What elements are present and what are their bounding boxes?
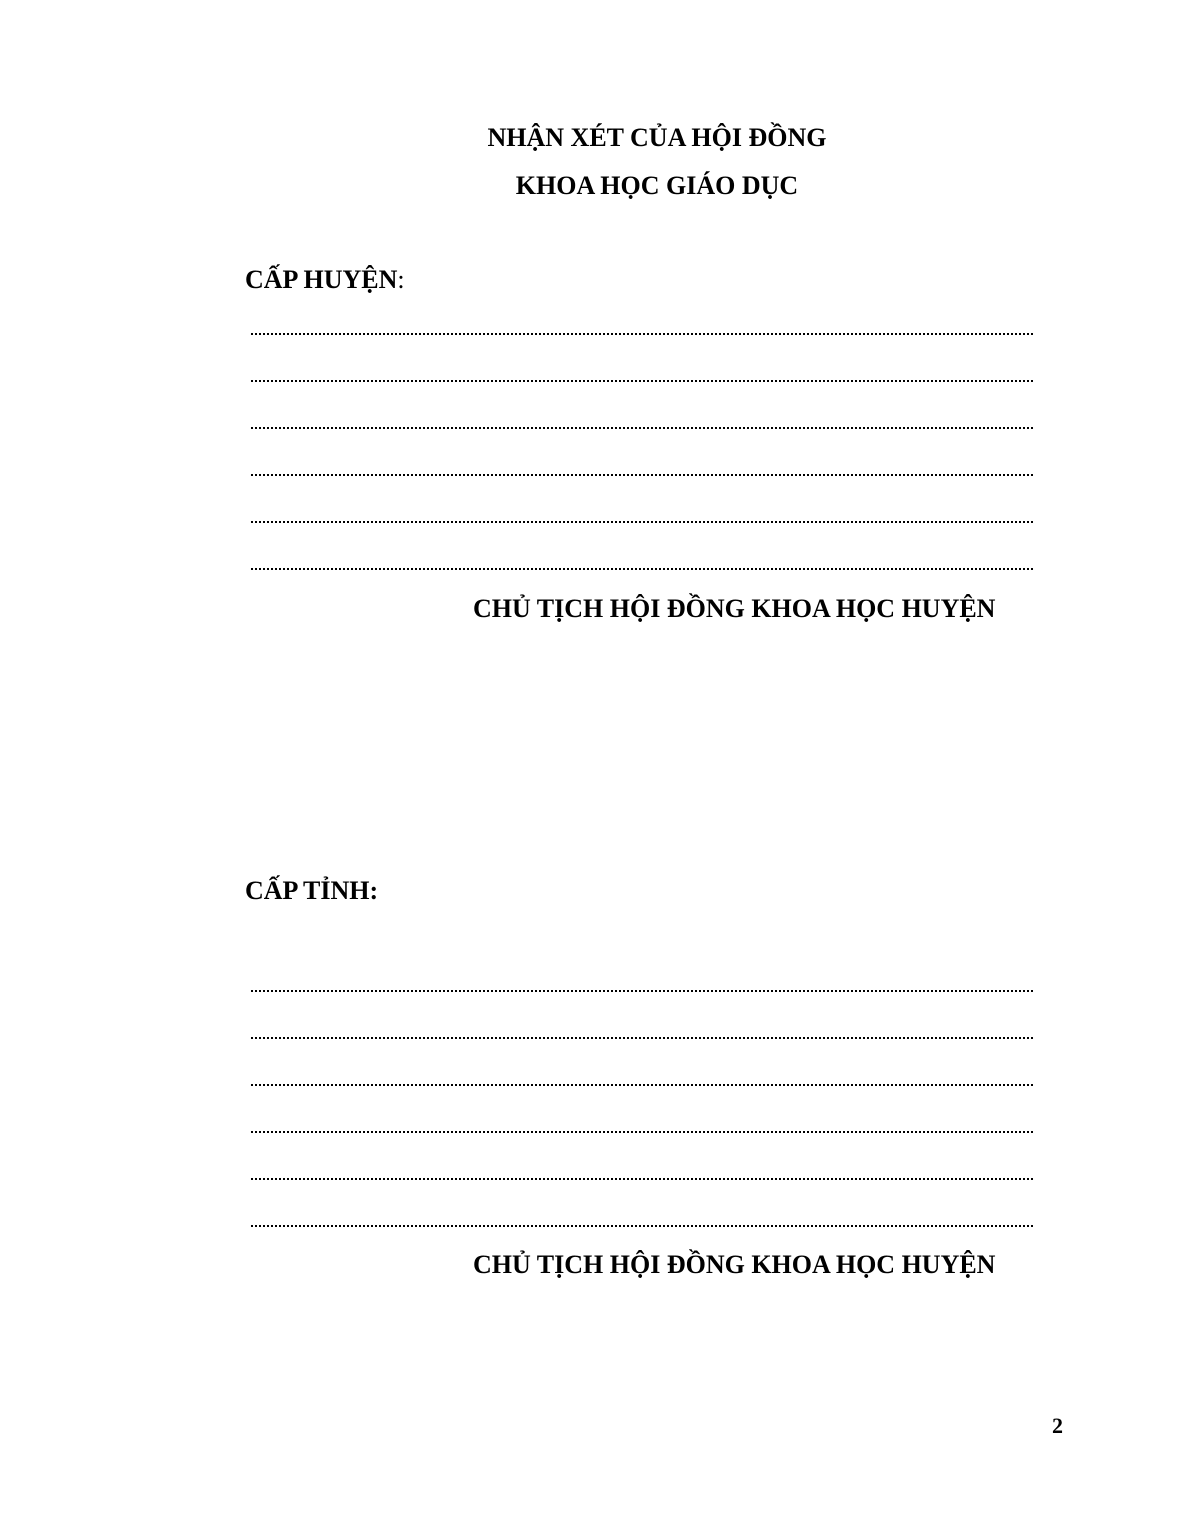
document-title-line-1: NHẬN XÉT CỦA HỘI ĐỒNG	[487, 123, 827, 152]
province-comment-line-2	[251, 1037, 1033, 1039]
province-comment-line-4	[251, 1131, 1033, 1133]
district-section-heading	[245, 265, 405, 295]
district-comment-line-4	[251, 474, 1033, 476]
district-comment-line-5	[251, 521, 1033, 523]
province-section-heading: CẤP TỈNH:	[245, 876, 379, 905]
district-comment-line-6	[251, 568, 1033, 570]
province-comment-line-5	[251, 1178, 1033, 1180]
province-comment-line-3	[251, 1084, 1033, 1086]
province-comment-line-1	[251, 990, 1033, 992]
district-comment-line-3	[251, 427, 1033, 429]
district-heading-colon: :	[397, 265, 405, 294]
document-title-line-2: KHOA HỌC GIÁO DỤC	[515, 171, 799, 200]
district-heading-text: CẤP HUYỆN	[245, 265, 398, 294]
province-signature-title: CHỦ TỊCH HỘI ĐỒNG KHOA HỌC HUYỆN	[473, 1250, 996, 1279]
page-number: 2	[1052, 1413, 1063, 1438]
province-comment-line-6	[251, 1225, 1033, 1227]
district-comment-line-2	[251, 380, 1033, 382]
district-signature-title: CHỦ TỊCH HỘI ĐỒNG KHOA HỌC HUYỆN	[473, 594, 996, 623]
district-comment-line-1	[251, 333, 1033, 335]
